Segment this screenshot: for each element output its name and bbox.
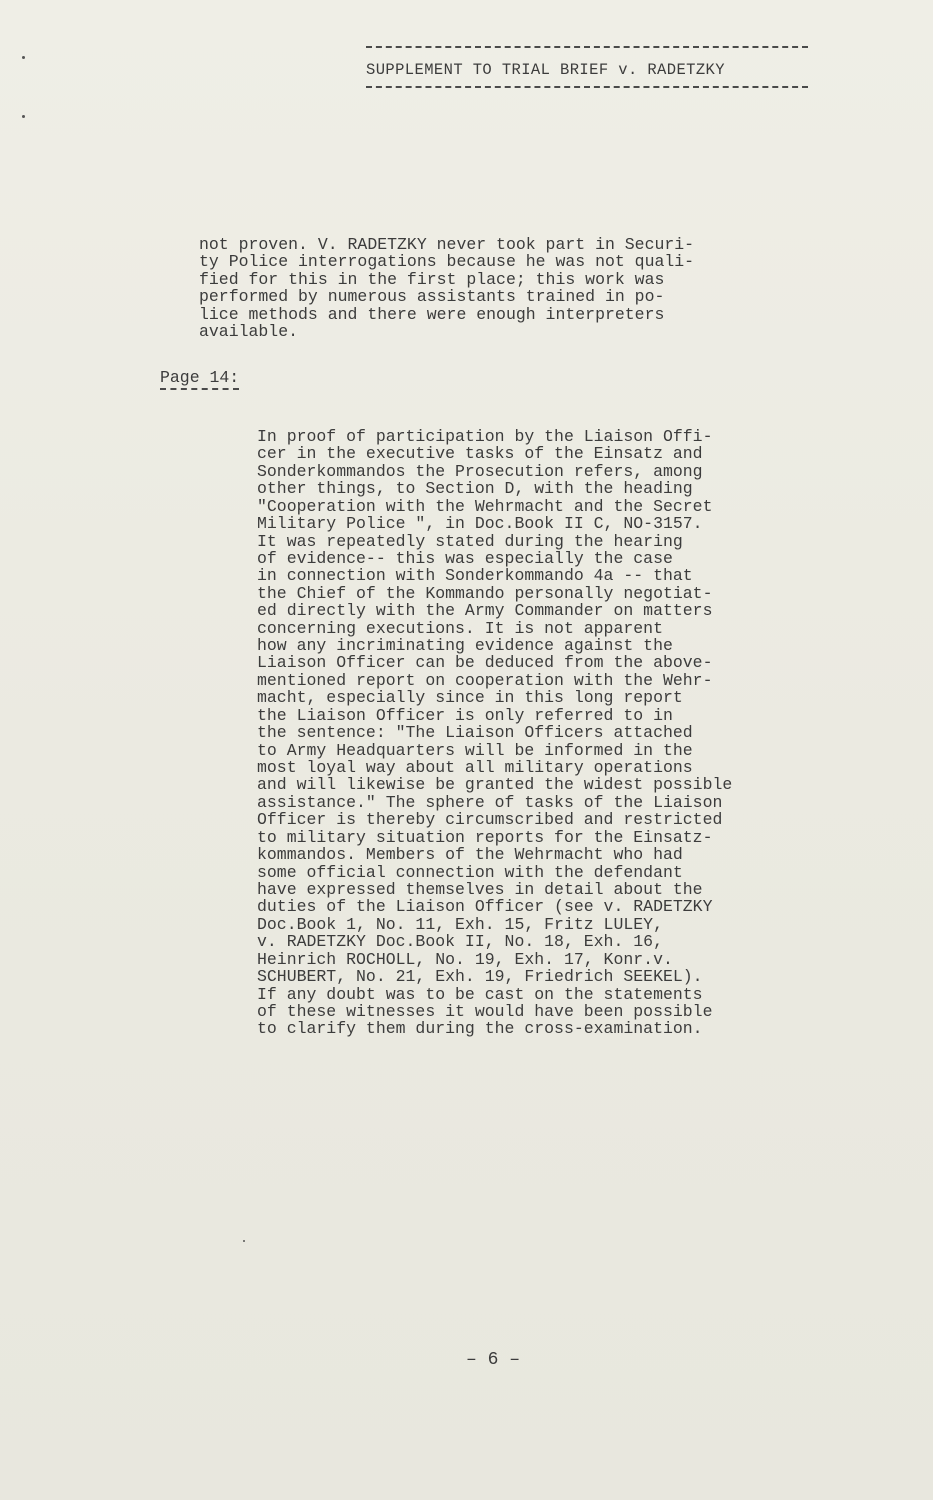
paragraph-liaison-officer: In proof of participation by the Liaison Offi- cer in the executive tasks of the Einsatz and Sonderkommandos the Prosecution refers, among other things, to Section D, with the heading "Cooperation with the Wehrmacht and the Secret Military Police ", in Doc.Book II C, NO-3157. It was repeatedly stated during the hearing of evidence-- this was especially the case in connection with Sonderkommando 4a -- that the Chief of the Kommando personally negotiat- ed directly with the Army Commander on matters concerning executions. It is not apparent how any incriminating evidence against the Liaison Officer can be deduced from the above- mentioned report on cooperation with the Wehr- macht, especially since in this long report the Liaison Officer is only referred to in the sentence: "The Liaison Officers attached to Army Headquarters will be informed in the most loyal way about all military operations and will likewise be granted the widest possible assistance." The sphere of tasks of the Liaison Officer is thereby circumscribed and restricted to military situation reports for the Einsatz- kommandos. Members of the Wehrmacht who had some official connection with the defendant have expressed themselves in detail about the duties of the Liaison Officer (see v. RADETZKY Doc.Book 1, No. 11, Exh. 15, Fritz LULEY, v. RADETZKY Doc.Book II, No. 18, Exh. 16, Heinrich ROCHOLL, No. 19, Exh. 17, Konr.v. SCHUBERT, No. 21, Exh. 19, Friedrich SEEKEL). If any doubt was to be cast on the statements of these witnesses it would have been possible to clarify them during the cross-examination. bbox=[257, 427, 733, 1039]
header-rule-bottom bbox=[366, 86, 808, 88]
paper-speck bbox=[22, 56, 25, 59]
paragraph-continuation: not proven. V. RADETZKY never took part in Securi- ty Police interrogations because he was not quali- fied for this in the first place; this work was performed by numerous assistants trained in po- lice methods and there were enough interpreters available. bbox=[199, 235, 695, 342]
page-number: – 6 – bbox=[466, 1350, 521, 1370]
document-header bbox=[366, 46, 810, 88]
page-reference-heading: Page 14: bbox=[160, 369, 239, 390]
paper-speck bbox=[243, 1240, 245, 1242]
document-title: SUPPLEMENT TO TRIAL BRIEF v. RADETZKY bbox=[366, 61, 725, 79]
paper-speck bbox=[22, 115, 25, 118]
